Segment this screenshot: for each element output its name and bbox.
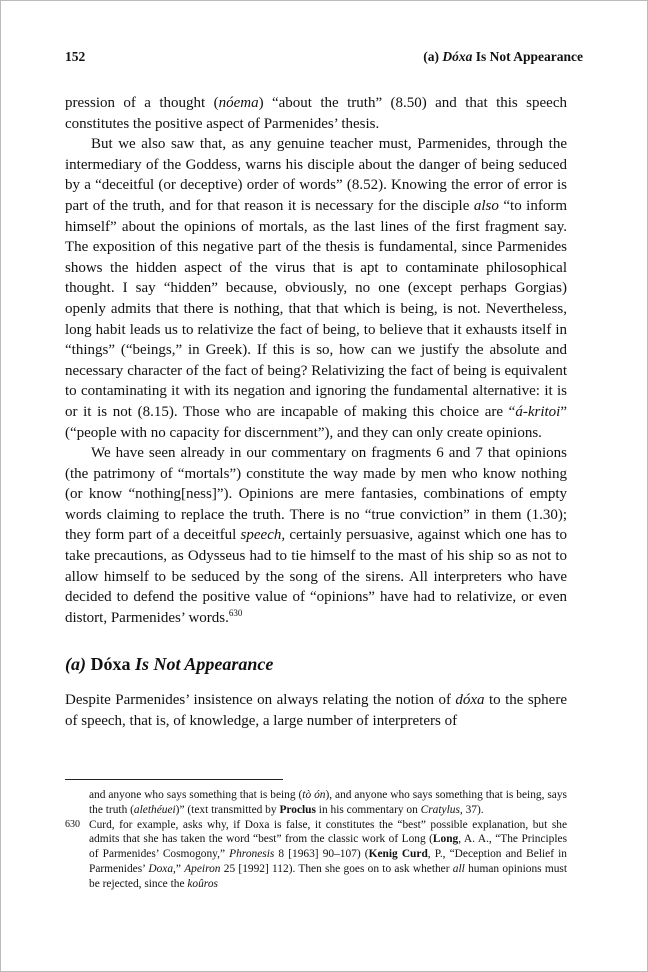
text-run: We have seen already in our commentary on fragments 6 and 7 that opinions (the patrimony of “mortals”) constitute the way made by men who know nothing (or know “nothing[ness]”). Opinions are mere fantasies, combinations of empty words claiming to replace the truth. There is no “true conviction” in them (1.30); they form part of a deceitful	[65, 445, 567, 544]
text-run: 8 [1963] 90–107) (	[274, 848, 369, 861]
footnote-number: 630	[65, 818, 80, 830]
text-run: and anyone who says something that is being (	[89, 789, 303, 801]
text-run: to the sphere of speech, that is, of knowledge, a large number of interpreters of	[65, 692, 567, 729]
text-run: Despite Parmenides’ insistence on always relating the notion of	[65, 692, 456, 709]
section-keyword: Dóxa	[90, 654, 131, 675]
running-header	[65, 49, 583, 65]
text-run: ”	[175, 862, 185, 875]
footnote-text	[89, 818, 567, 892]
text-run: 25 [1992] 112). Then she goes on to ask whether	[220, 862, 453, 875]
running-title-italic: Dóxa	[442, 49, 473, 64]
italic-term: all	[452, 862, 465, 875]
text-run: pression of a thought (	[65, 95, 219, 111]
footnote-630	[65, 818, 567, 892]
italic-title: Apeiron	[184, 862, 221, 875]
italic-title: Cratylus,	[420, 803, 463, 816]
italic-title: Phronesis	[229, 848, 275, 861]
text-run: certainly persuasive, against which one has to take precautions, as Odysseus had to tie himself to the mast of his ship so as not to allow himself to be seduced by the song of the sirens. All interpreters who have decided to defend the positive value of “opinions” have had to relativize, or even distort, Parmenides’ words.	[65, 527, 567, 626]
footnotes	[65, 788, 567, 892]
italic-term: speech,	[240, 527, 286, 544]
text-run: 37).	[462, 803, 484, 816]
bold-name: Long	[432, 833, 459, 846]
section-heading	[65, 654, 567, 675]
paragraph-1	[65, 93, 567, 134]
footnote-continuation	[65, 788, 567, 818]
running-title	[423, 49, 583, 65]
running-title-prefix: (a)	[423, 49, 443, 64]
italic-term: á-kritoi	[515, 403, 561, 420]
text-run: “to inform himself” about the opinions of mortals, as the last lines of the first fragment say. The exposition of this negative part of the thesis is fundamental, since Parmenides shows the hidden aspect of the virus that is apt to contaminate philosophical thought. I say “hidden” because, obviously, no one (except perhaps Gorgias) openly admits that there is nothing, that that which is being, is not. Nevertheless, long habit leads us to relativize the fact of being, to believe that it exhausts itself in “things” (“beings,” in Greek). If this is so, how can we justify the absolute and necessary character of the fact of being? Relativizing the fact of being is equivalent to contaminating it with its negation and ignoring the fundamental alternative: it is or it is not (8.15). Those who are incapable of making this choice are “	[65, 197, 568, 420]
text-run: ) “about the truth” (8.50) and that this speech constitutes the positive aspect of Parmenides’ thesis.	[65, 95, 567, 132]
italic-term: nóema	[218, 95, 259, 111]
page-number: 152	[65, 49, 86, 64]
italic-term: also	[473, 197, 499, 214]
italic-term: tò ón	[302, 789, 326, 801]
text-run: in his commentary on	[315, 803, 421, 816]
italic-term: dóxa	[455, 692, 485, 709]
bold-name: Kenig Curd	[368, 848, 428, 861]
main-text	[65, 93, 567, 731]
text-run: ” (“people with no capacity for discernment”), and they can only create opinions.	[65, 403, 567, 441]
paragraph-2	[65, 134, 567, 443]
text-run: ), and anyone who says something that is being, says the truth (	[89, 789, 567, 816]
italic-term: koûros	[187, 877, 218, 890]
text-run: )” (text transmitted by	[175, 803, 280, 816]
section-label: (a)	[65, 654, 86, 675]
text-run: Curd, for example, asks why, if Doxa is false, it constitutes the “best” possible explanation, but she admits that she has taken the word “best” from the classic work of Long (	[89, 818, 567, 846]
bold-name: Proclus	[279, 803, 316, 816]
running-title-suffix: Is Not Appearance	[472, 49, 583, 64]
section-title-rest: Is Not Appearance	[135, 654, 274, 675]
text-run: , P., “Deception and Belief in Parmenides’	[89, 848, 567, 875]
italic-title: Doxa,	[148, 862, 176, 875]
text-run: human opinions must be rejected, since the	[89, 862, 567, 890]
text-run: But we also saw that, as any genuine teacher must, Parmenides, through the intermediary of the Goddess, warns his disciple about the danger of being seduced by a “deceitful (or deceptive) order of words” (8.52). Knowing the error of error is part of the truth, and for that reason it is necessary for the disciple	[65, 136, 567, 214]
text-run: , A. A., “The Principles of Parmenides’ Cosmogony,”	[89, 833, 568, 861]
paragraph-3	[65, 443, 567, 628]
italic-term: alethéuei	[133, 803, 176, 816]
paragraph-4	[65, 690, 567, 731]
footnote-separator	[65, 779, 283, 780]
footnote-reference[interactable]: 630	[228, 607, 243, 618]
